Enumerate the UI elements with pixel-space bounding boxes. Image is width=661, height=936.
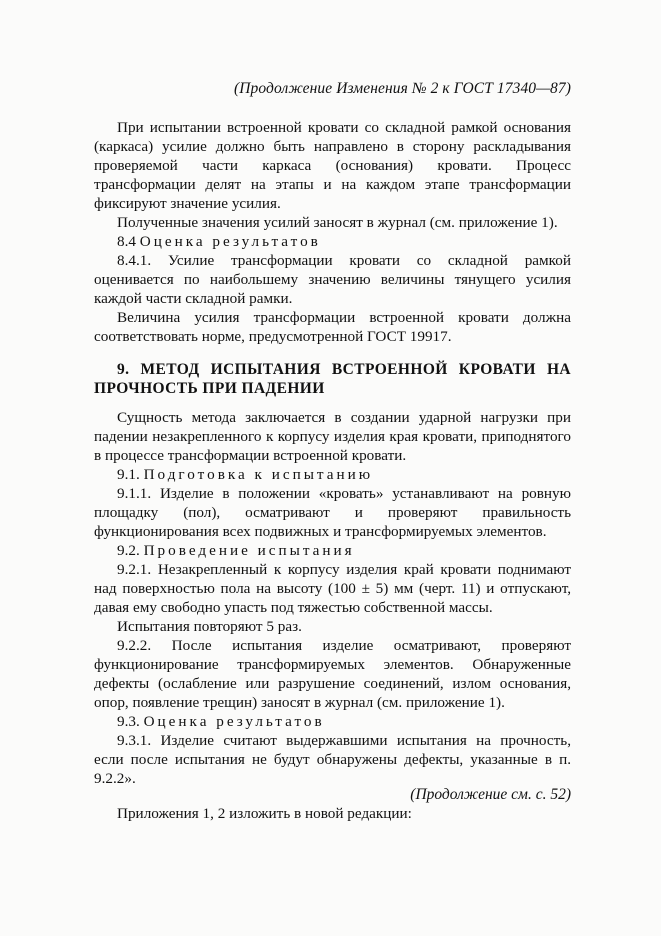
subsection-title: Подготовка к испытанию: [143, 466, 374, 483]
subsection-title: Оценка результатов: [143, 713, 325, 730]
paragraph: При испытании встроенной кровати со складной рамкой основания (каркаса) усилие должно быть направлено в сторону раскладывания проверяемой части каркаса (основания) кровати. Процесс трансформации делят на этапы и на каждом этапе трансформации фиксируют значение усилия.: [94, 119, 571, 212]
subsection-number: 9.2.: [117, 542, 140, 559]
subsection-title: Оценка результатов: [139, 233, 321, 250]
paragraph: Полученные значения усилий заносят в журнал (см. приложение 1).: [117, 214, 558, 231]
subsection-number: 9.3.: [117, 713, 140, 730]
paragraph: 8.4.1. Усилие трансформации кровати со складной рамкой оценивается по наибольшему значению величины тянущего усилия каждой части складной рамки.: [94, 252, 571, 307]
paragraph: Испытания повторяют 5 раз.: [117, 618, 302, 635]
subsection-heading: [94, 541, 571, 560]
paragraph: Сущность метода заключается в создании ударной нагрузки при падении незакрепленного к корпусу изделия края кровати, приподнятого в процессе трансформации встроенной кровати.: [94, 409, 571, 464]
page-header: (Продолжение Изменения № 2 к ГОСТ 17340—87): [234, 80, 571, 97]
paragraph: 9.1.1. Изделие в положении «кровать» устанавливают на ровную площадку (пол), осматривают и проверяют правильность функционирования всех подвижных и трансформируемых элементов.: [94, 485, 571, 540]
subsection-number: 9.1.: [117, 466, 140, 483]
paragraph: Приложения 1, 2 изложить в новой редакции:: [117, 805, 412, 822]
paragraph: 9.2.1. Незакрепленный к корпусу изделия край кровати поднимают над поверхностью пола на высоту (100 ± 5) мм (черт. 11) и отпускают, давая ему свободно упасть под тяжестью собственной массы.: [94, 561, 571, 616]
page-footer: (Продолжение см. с. 52): [410, 786, 571, 803]
subsection-heading: [94, 232, 571, 251]
paragraph: 9.2.2. После испытания изделие осматривают, проверяют функционирование трансформируемых элементов. Обнаруженные дефекты (ослабление или разрушение соединений, излом основания, опор, появление трещин) заносят в журнал (см. приложение 1).: [94, 637, 571, 711]
paragraph: 9.3.1. Изделие считают выдержавшими испытания на прочность, если после испытания не будут обнаружены дефекты, указанные в п. 9.2.2».: [94, 732, 571, 787]
subsection-title: Проведение испытания: [143, 542, 355, 559]
subsection-heading: [94, 712, 571, 731]
subsection-number: 8.4: [117, 233, 136, 250]
paragraph: Величина усилия трансформации встроенной кровати должна соответствовать норме, предусмотренной ГОСТ 19917.: [94, 309, 571, 345]
section-title: 9. МЕТОД ИСПЫТАНИЯ ВСТРОЕННОЙ КРОВАТИ НА ПРОЧНОСТЬ ПРИ ПАДЕНИИ: [94, 361, 571, 397]
document-body: [94, 118, 571, 823]
subsection-heading: [94, 465, 571, 484]
